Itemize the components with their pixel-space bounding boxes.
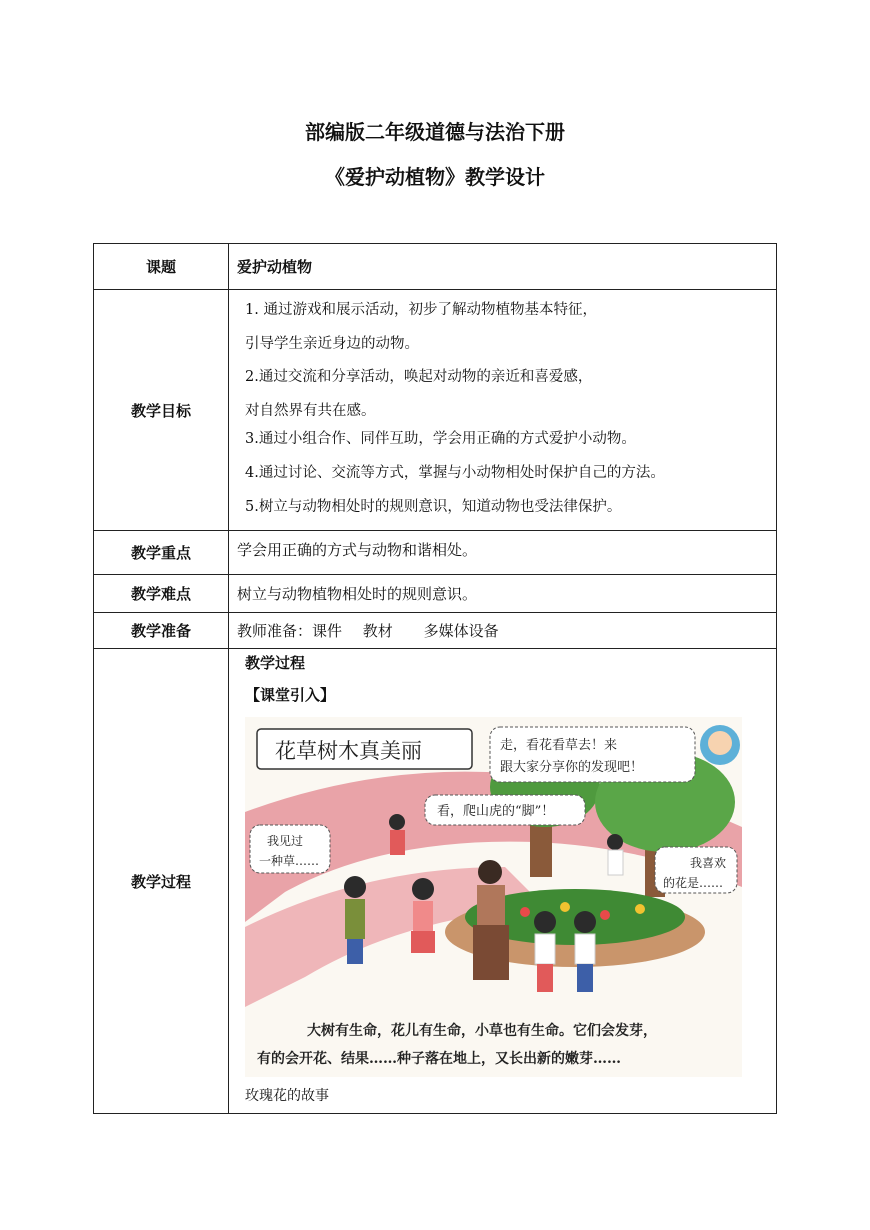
flower-dot <box>560 902 570 912</box>
topic-value: 爱护动植物 <box>229 244 777 290</box>
flower-dot <box>600 910 610 920</box>
prep-item: 教师准备：课件 <box>237 622 343 640</box>
process-label: 教学过程 <box>94 649 229 1114</box>
doc-subtitle: 《爱护动植物》教学设计 <box>325 165 545 189</box>
topic-label: 课题 <box>94 244 229 290</box>
prep-item: 教材 <box>362 622 393 640</box>
key-label: 教学重点 <box>94 531 229 575</box>
child-figure <box>574 911 596 992</box>
goal-line: 引导学生亲近身边的动物。 <box>245 336 419 352</box>
prep-label: 教学准备 <box>94 613 229 649</box>
goal-line: 对自然界有共在感。 <box>245 403 376 419</box>
goal-line: 5.树立与动物相处时的规则意识，知道动物也受法律保护。 <box>245 499 622 515</box>
banner-text: 花草树木真美丽 <box>275 739 422 763</box>
boy-face <box>708 731 732 755</box>
story-text: 玫瑰花的故事 <box>245 1088 329 1104</box>
goals-list <box>237 290 776 530</box>
child-figure <box>389 814 405 855</box>
bubble-text: 我见过一种草…… <box>259 834 320 868</box>
child-figure <box>607 834 623 875</box>
goal-line: 3.通过小组合作、同伴互助，学会用正确的方式爱护小动物。 <box>245 431 636 447</box>
goal-line: 1. 通过游戏和展示活动，初步了解动物植物基本特征， <box>245 302 597 318</box>
illustration-caption: 有的会开花、结果……种子落在地上，又长出新的嫩芽…… <box>257 1051 621 1067</box>
prep-item: 多媒体设备 <box>423 622 499 640</box>
child-figure <box>534 911 556 992</box>
bubble-text: 看，爬山虎的“脚”！ <box>437 804 555 819</box>
process-intro: 【课堂引入】 <box>245 686 336 704</box>
difficulty-label: 教学难点 <box>94 575 229 613</box>
process-heading: 教学过程 <box>245 654 306 672</box>
illustration-caption: 大树有生命，花儿有生命，小草也有生命。它们会发芽， <box>307 1023 657 1039</box>
goal-line: 4.通过讨论、交流等方式，掌握与小动物相处时保护自己的方法。 <box>245 465 665 481</box>
key-value: 学会用正确的方式与动物和谐相处。 <box>237 541 478 559</box>
goal-line: 2.通过交流和分享活动，唤起对动物的亲近和喜爱感， <box>245 369 593 385</box>
flower-dot <box>635 904 645 914</box>
prep-items <box>237 613 776 641</box>
textbook-illustration <box>245 717 742 1077</box>
child-figure <box>411 878 435 953</box>
difficulty-value: 树立与动物植物相处时的规则意识。 <box>237 585 478 603</box>
process-cell <box>237 649 776 1113</box>
bubble-text: 我喜欢的花是…… <box>663 856 727 890</box>
goals-label: 教学目标 <box>94 290 229 531</box>
flower-dot <box>520 907 530 917</box>
child-figure <box>344 876 366 964</box>
bubble-text: 走，看花看草去！来跟大家分享你的发现吧！ <box>500 738 644 775</box>
lesson-plan-table <box>93 243 777 1114</box>
doc-title: 部编版二年级道德与法治下册 <box>305 120 565 144</box>
